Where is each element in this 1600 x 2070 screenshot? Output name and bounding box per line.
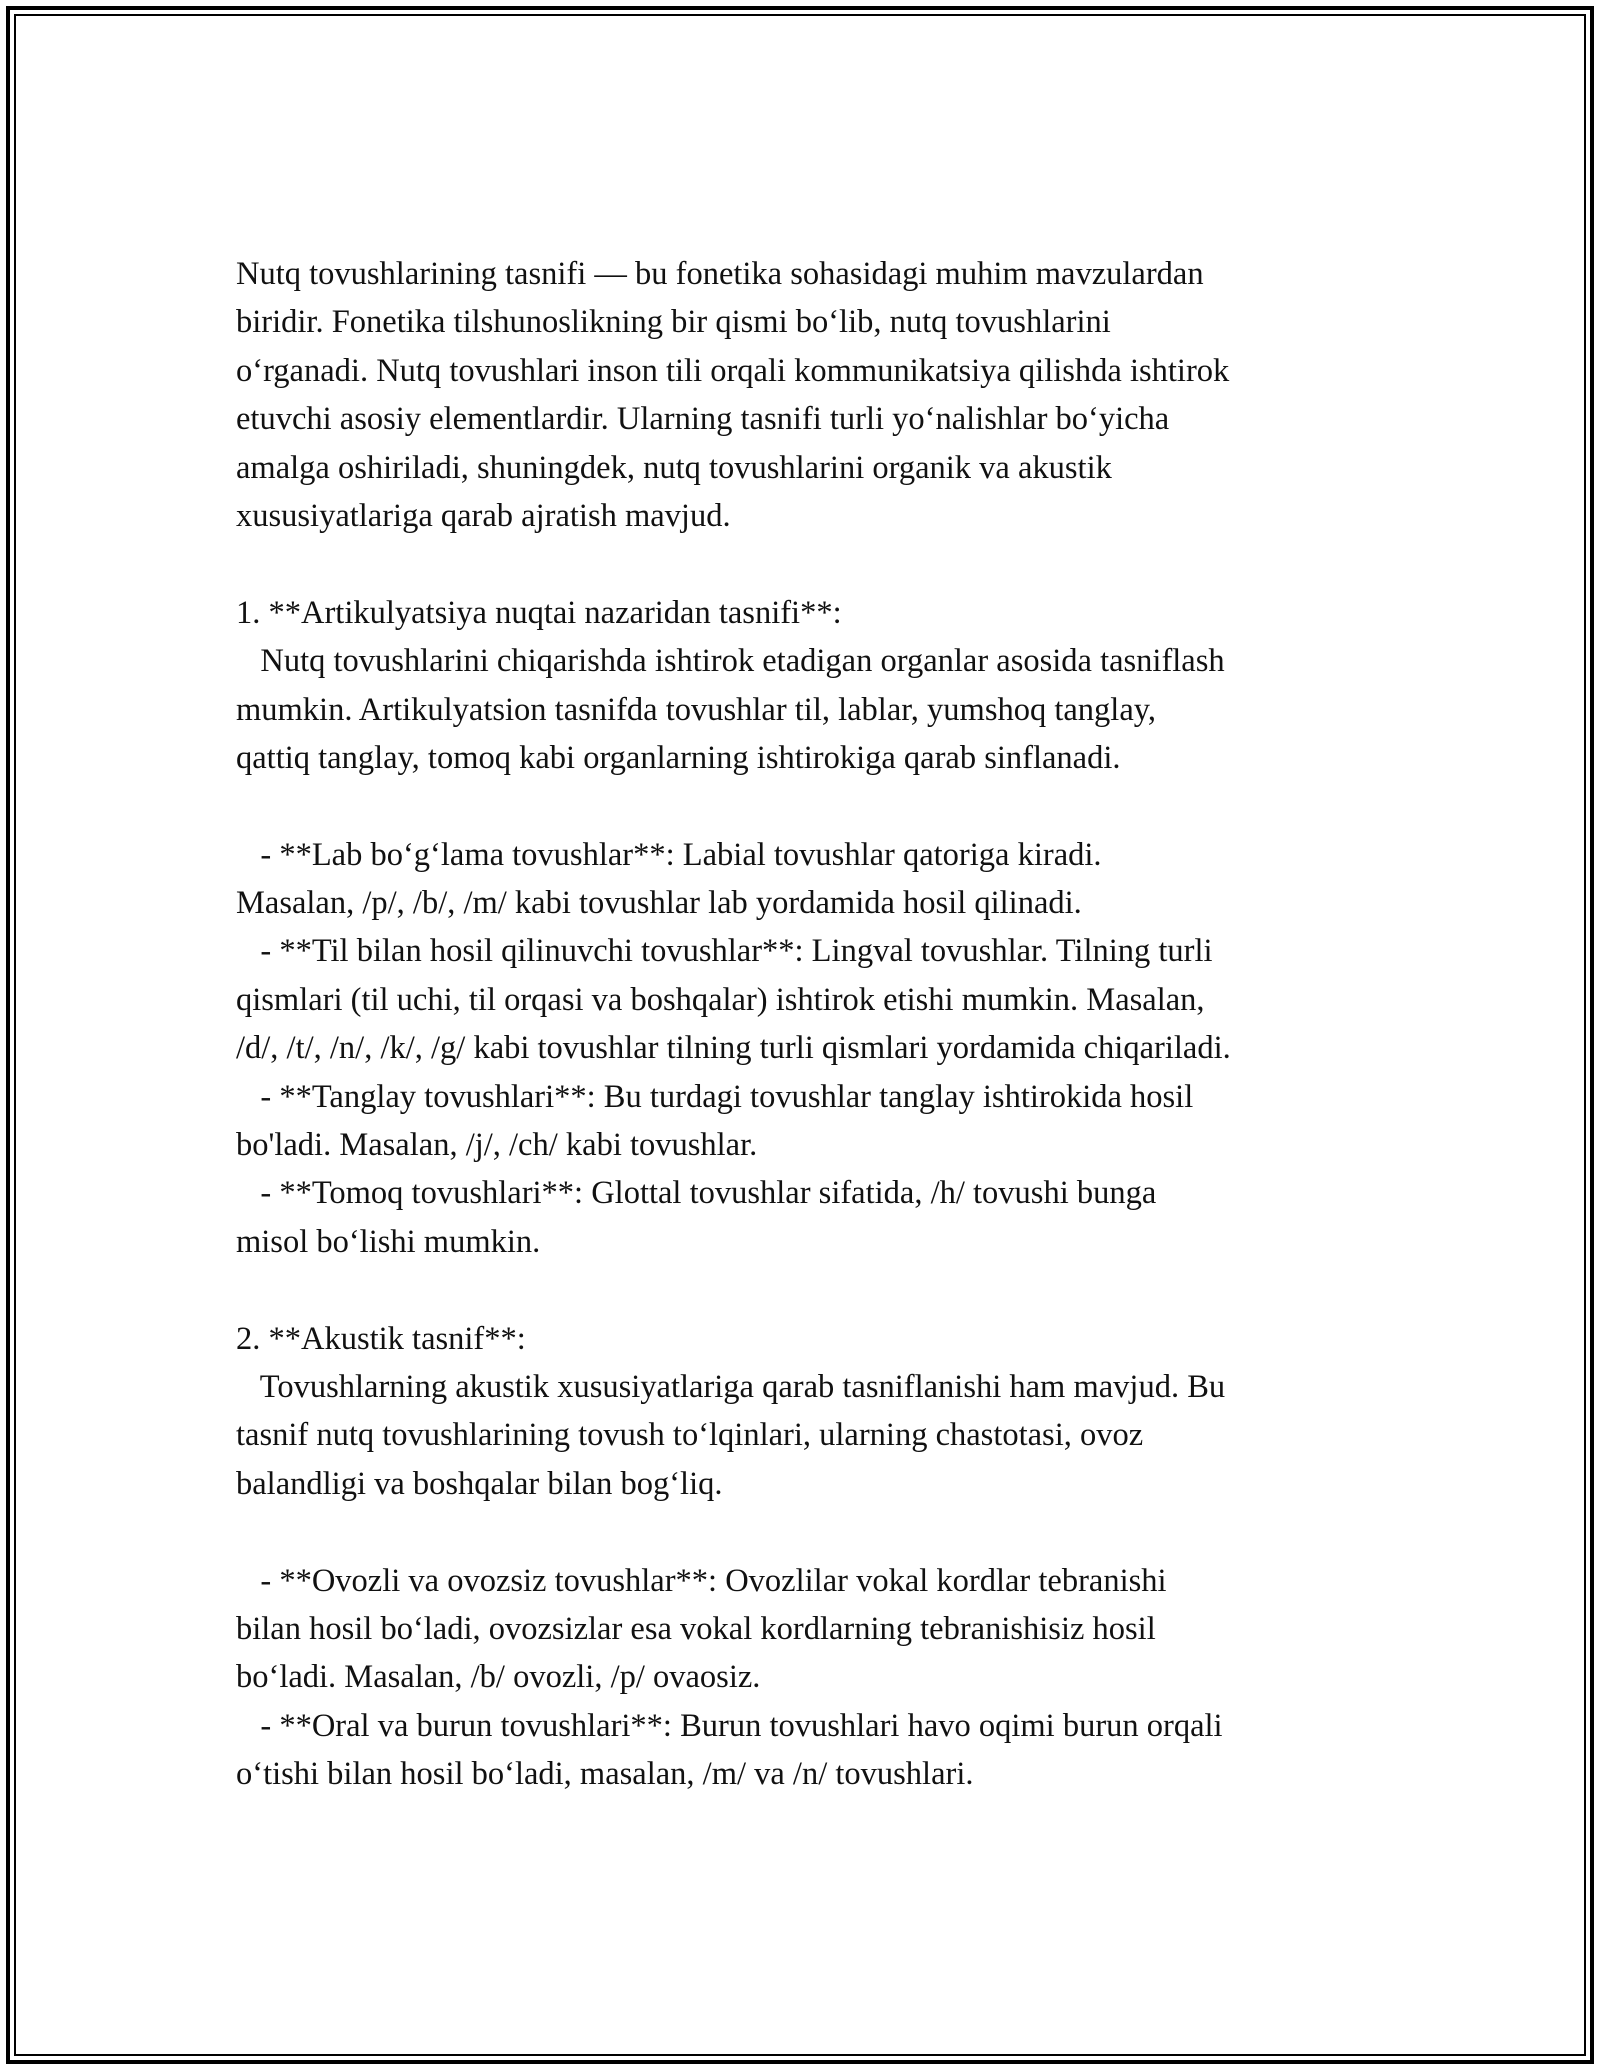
text-line: qismlari (til uchi, til orqasi va boshqalar) ishtirok etishi mumkin. Masalan, [236, 981, 1205, 1018]
text-line: o‘tishi bilan hosil bo‘ladi, masalan, /m/ va /n/ tovushlari. [236, 1756, 974, 1793]
text-line: o‘rganadi. Nutq tovushlari inson tili orqali kommunikatsiya qilishda ishtirok [236, 352, 1230, 389]
section-articulatory [236, 589, 1366, 1266]
list-item [236, 927, 1366, 1072]
text-line: Nutq tovushlarining tasnifi — bu fonetika sohasidagi muhim mavzulardan [236, 256, 1204, 292]
text-line: /d/, /t/, /n/, /k/, /g/ kabi tovushlar tilning turli qismlari yordamida chiqariladi. [236, 1030, 1231, 1067]
text-line: balandligi va boshqalar bilan bog‘liq. [236, 1465, 723, 1502]
text-line: bo'ladi. Masalan, /j/, /ch/ kabi tovushlar. [236, 1127, 758, 1164]
paragraph-spacer [236, 1508, 1366, 1556]
intro-paragraph [236, 250, 1366, 540]
section-acoustic [236, 1315, 1366, 1799]
text-line: mumkin. Artikulyatsion tasnifda tovushlar til, lablar, yumshoq tanglay, [236, 691, 1157, 728]
text-line: etuvchi asosiy elementlardir. Ularning tasnifi turli yo‘nalishlar bo‘yicha [236, 401, 1170, 438]
text-line: xususiyatlariga qarab ajratish mavjud. [236, 497, 731, 534]
list-item [236, 1073, 1366, 1170]
text-line: Nutq tovushlarini chiqarishda ishtirok etadigan organlar asosida tasniflash [236, 643, 1225, 680]
text-line: - **Tomoq tovushlari**: Glottal tovushlar sifatida, /h/ tovushi bunga [236, 1175, 1157, 1212]
list-item [236, 1169, 1366, 1266]
text-line: bo‘ladi. Masalan, /b/ ovozli, /p/ ovaosiz. [236, 1659, 761, 1696]
text-line: qattiq tanglay, tomoq kabi organlarning ishtirokiga qarab sinflanadi. [236, 739, 1121, 776]
text-line: biridir. Fonetika tilshunoslikning bir qismi bo‘lib, nutq tovushlarini [236, 304, 1111, 341]
document-body [236, 250, 1366, 1799]
text-line: - **Oral va burun tovushlari**: Burun tovushlari havo oqimi burun orqali [236, 1707, 1223, 1744]
list-item [236, 1557, 1366, 1702]
paragraph-spacer [236, 540, 1366, 588]
text-line: Tovushlarning akustik xususiyatlariga qarab tasniflanishi ham mavjud. Bu [236, 1368, 1226, 1405]
list-item [236, 831, 1366, 928]
section-heading: 1. **Artikulyatsiya nuqtai nazaridan tasnifi**: [236, 594, 842, 631]
text-line: Masalan, /p/, /b/, /m/ kabi tovushlar lab yordamida hosil qilinadi. [236, 885, 1082, 922]
text-line: misol bo‘lishi mumkin. [236, 1223, 541, 1260]
section-heading: 2. **Akustik tasnif**: [236, 1320, 526, 1357]
paragraph-spacer [236, 782, 1366, 830]
list-item [236, 1702, 1366, 1799]
text-line: amalga oshiriladi, shuningdek, nutq tovushlarini organik va akustik [236, 449, 1112, 486]
text-line: - **Til bilan hosil qilinuvchi tovushlar**: Lingval tovushlar. Tilning turli [236, 933, 1213, 970]
paragraph-spacer [236, 1266, 1366, 1314]
text-line: - **Lab bo‘g‘lama tovushlar**: Labial tovushlar qatoriga kiradi. [236, 836, 1102, 873]
text-line: - **Tanglay tovushlari**: Bu turdagi tovushlar tanglay ishtirokida hosil [236, 1078, 1194, 1115]
text-line: tasnif nutq tovushlarining tovush to‘lqinlari, ularning chastotasi, ovoz [236, 1417, 1144, 1454]
text-line: bilan hosil bo‘ladi, ovozsizlar esa vokal kordlarning tebranishisiz hosil [236, 1610, 1156, 1647]
text-line: - **Ovozli va ovozsiz tovushlar**: Ovozlilar vokal kordlar tebranishi [236, 1562, 1167, 1599]
